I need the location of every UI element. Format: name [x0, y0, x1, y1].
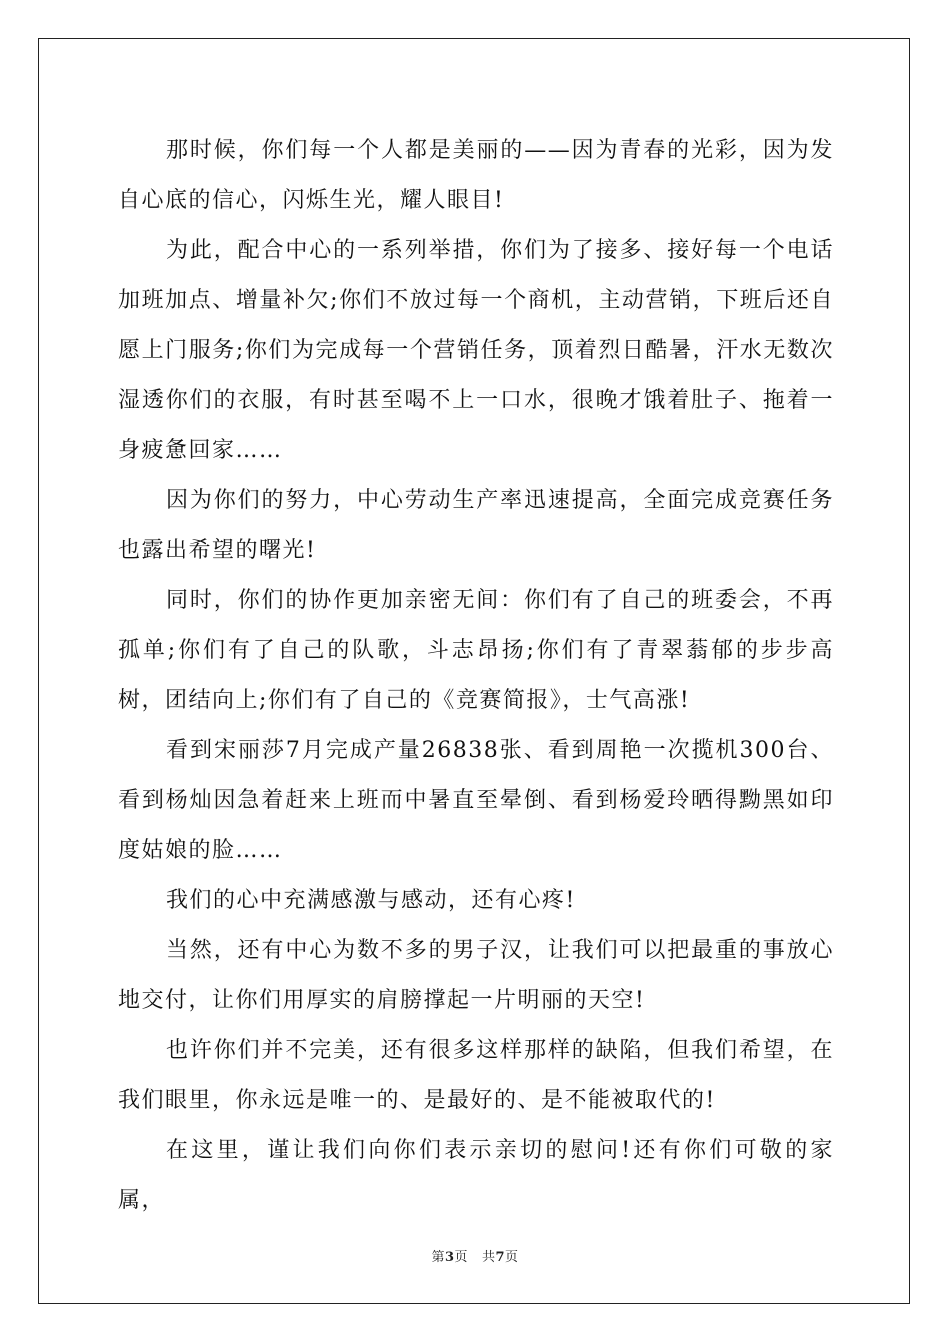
paragraph-9: 在这里，谨让我们向你们表示亲切的慰问!还有你们可敬的家属， — [118, 1138, 834, 1213]
paragraph-8: 也许你们并不完美，还有很多这样那样的缺陷，但我们希望，在我们眼里，你永远是唯一的、是最好的、是不能被取代的! — [118, 1038, 834, 1113]
paragraph-4: 同时，你们的协作更加亲密无间：你们有了自己的班委会，不再孤单;你们有了自己的队歌，斗志昂扬;你们有了青翠蓊郁的步步高树，团结向上;你们有了自己的《竞赛简报》，士气高涨! — [118, 588, 834, 713]
paragraph-3: 因为你们的努力，中心劳动生产率迅速提高，全面完成竞赛任务也露出希望的曙光! — [118, 488, 834, 563]
paragraph-7: 当然，还有中心为数不多的男子汉，让我们可以把最重的事放心地交付，让你们用厚实的肩膀撑起一片明丽的天空! — [118, 938, 834, 1013]
total-pages: 共7页 — [481, 1250, 519, 1265]
paragraph-5: 看到宋丽莎7月完成产量26838张、看到周艳一次揽机300台、看到杨灿因急着赶来上班而中暑直至晕倒、看到杨爱玲晒得黝黑如印度姑娘的脸…… — [118, 738, 834, 863]
page-footer — [0, 1246, 950, 1265]
document-body — [118, 126, 834, 1226]
paragraph-1: 那时候，你们每一个人都是美丽的——因为青春的光彩，因为发自心底的信心，闪烁生光，耀人眼目! — [118, 138, 834, 213]
paragraph-2: 为此，配合中心的一系列举措，你们为了接多、接好每一个电话加班加点、增量补欠;你们不放过每一个商机，主动营销，下班后还自愿上门服务;你们为完成每一个营销任务，顶着烈日酷暑，汗水无数次湿透你们的衣服，有时甚至喝不上一口水，很晚才饿着肚子、拖着一身疲惫回家…… — [118, 238, 834, 463]
paragraph-6: 我们的心中充满感激与感动，还有心疼! — [166, 888, 576, 913]
page-number: 第3页 — [431, 1250, 469, 1265]
